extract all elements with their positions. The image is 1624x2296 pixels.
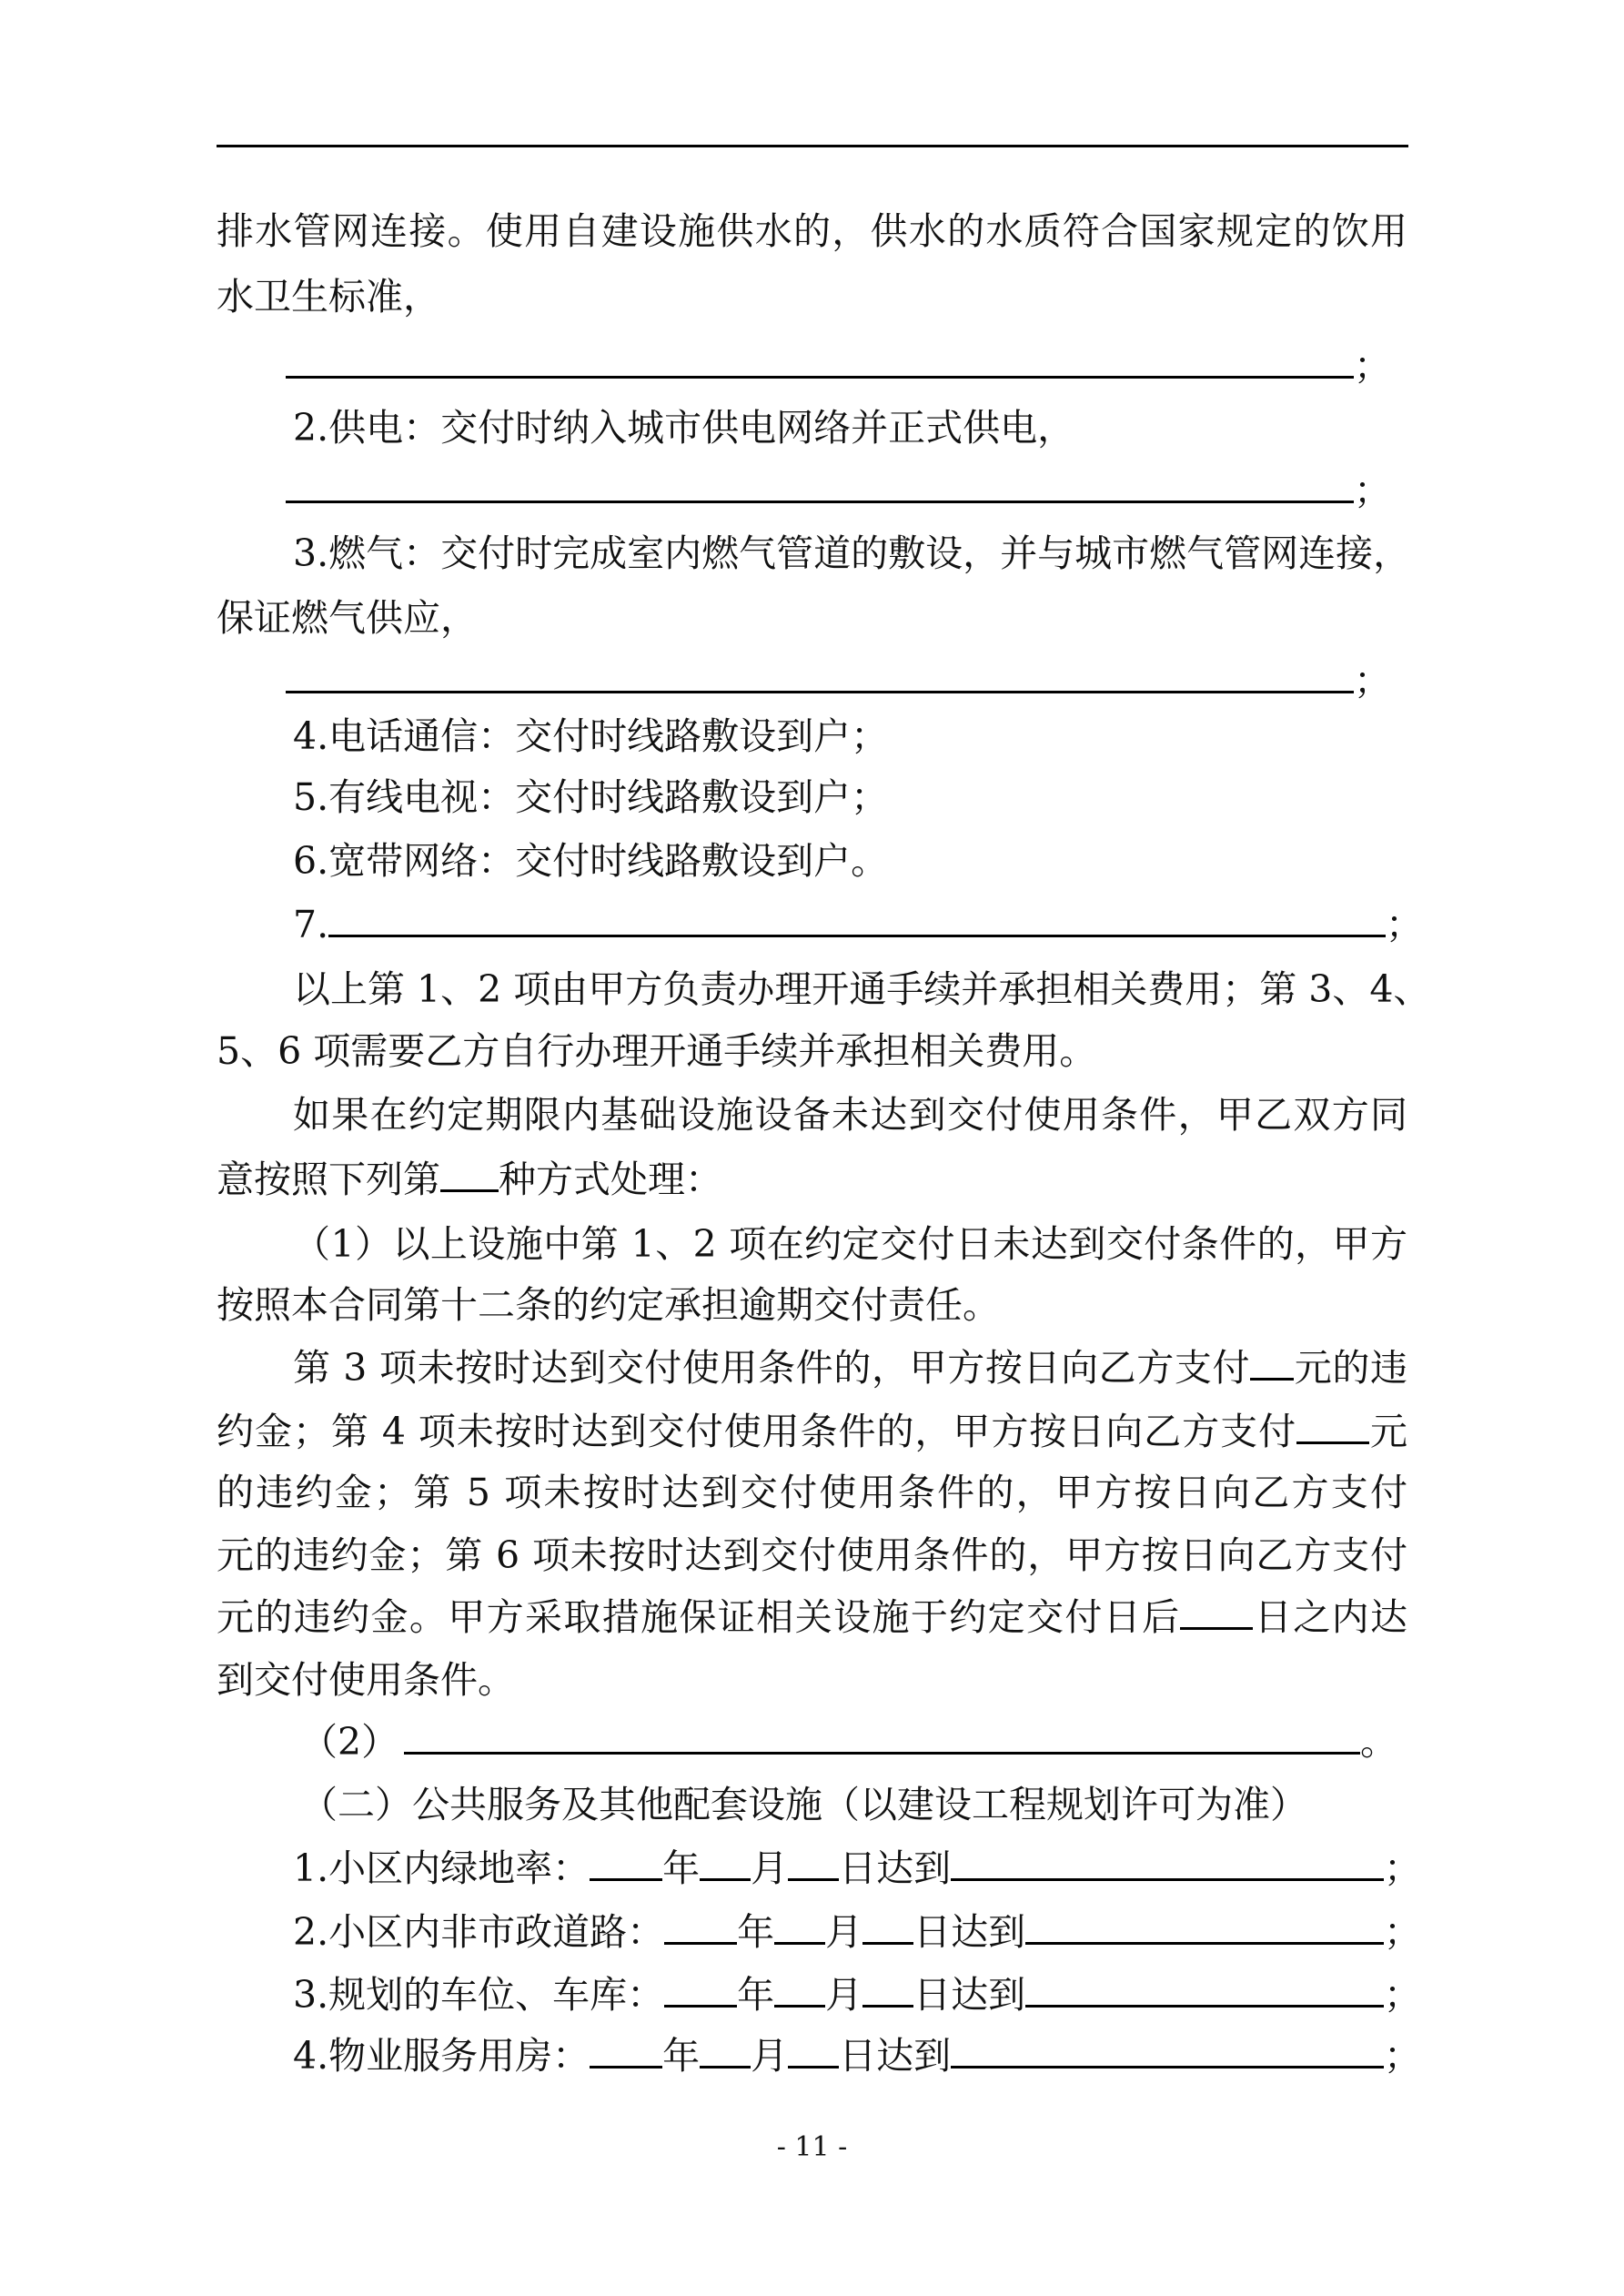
item-4: 4.电话通信：交付时线路敷设到户； [293, 714, 889, 758]
month-field[interactable] [774, 1907, 825, 1945]
semicolon: ； [1384, 1910, 1421, 1954]
paragraph-line: 以上第 1、2 项由甲方负责办理开通手续并承担相关费用；第 3、4、 [293, 967, 1431, 1011]
text: 年 [737, 1973, 775, 2017]
item-7 [293, 899, 1423, 950]
target-field[interactable] [1025, 1907, 1384, 1945]
facility-label: 3.规划的车位、车库： [293, 1973, 665, 2017]
option-2 [300, 1716, 1397, 1767]
facility-row [293, 1907, 1421, 1957]
text: 种方式处理： [499, 1158, 722, 1201]
header-rule [217, 145, 1408, 147]
year-field[interactable] [590, 2031, 662, 2068]
facility-label: 2.小区内非市政道路： [293, 1910, 665, 1954]
item-3-cont: 保证燃气供应， [217, 596, 478, 640]
year-field[interactable] [664, 1970, 737, 2008]
day-field[interactable] [788, 1844, 839, 1881]
paragraph-line: 排水管网连接。使用自建设施供水的，供水的水质符合国家规定的饮用 [217, 209, 1407, 253]
month-field[interactable] [700, 1844, 751, 1881]
day-field[interactable] [862, 1907, 913, 1945]
paragraph-line [217, 1592, 1407, 1643]
text: 月 [751, 2034, 789, 2078]
semicolon: ； [1384, 1846, 1421, 1890]
paragraph-line: 的违约金；第 5 项未按时达到交付使用条件的，甲方按日向乙方支付 [217, 1471, 1407, 1514]
paragraph-line: 如果在约定期限内基础设施设备未达到交付使用条件，甲乙双方同 [293, 1093, 1407, 1137]
text: 日之内达 [1253, 1595, 1408, 1639]
target-field[interactable] [1025, 1970, 1384, 2008]
paragraph-line [217, 1154, 722, 1205]
month-field[interactable] [774, 1970, 825, 2008]
text: 年 [662, 1846, 701, 1890]
blank-field[interactable] [1180, 1593, 1253, 1630]
item-6: 6.宽带网络：交付时线路敷设到户。 [293, 839, 889, 883]
text: 年 [737, 1910, 775, 1954]
month-field[interactable] [700, 2031, 751, 2068]
text: 日达到 [839, 1846, 952, 1890]
year-field[interactable] [590, 1844, 662, 1881]
text: 日达到 [839, 2034, 952, 2078]
paragraph-line: 元的违约金；第 6 项未按时达到交付使用条件的，甲方按日向乙方支付 [217, 1533, 1407, 1577]
semicolon: ； [1384, 1973, 1421, 2017]
day-field[interactable] [862, 1970, 913, 2008]
blank-field[interactable] [1296, 1407, 1369, 1444]
item-2: 2.供电：交付时纳入城市供电网络并正式供电， [293, 406, 1075, 450]
facility-label: 1.小区内绿地率： [293, 1846, 590, 1890]
facility-row [293, 2030, 1421, 2081]
fill-blank-row [286, 340, 1391, 391]
text: 元 [1369, 1410, 1407, 1453]
section-heading: （二）公共服务及其他配套设施（以建设工程规划许可为准） [300, 1783, 1307, 1826]
text: 日达到 [913, 1973, 1026, 2017]
option-2-label: （2） [300, 1720, 399, 1764]
blank-field[interactable] [328, 900, 1386, 937]
target-field[interactable] [951, 2031, 1384, 2068]
paragraph-line [293, 1342, 1407, 1393]
blank-field[interactable] [404, 1717, 1360, 1755]
page-number: - 11 - [776, 2131, 848, 2163]
blank-field[interactable] [286, 466, 1354, 503]
paragraph-line: 到交付使用条件。 [217, 1658, 515, 1702]
item-5: 5.有线电视：交付时线路敷设到户； [293, 775, 889, 819]
semicolon: ； [1384, 2034, 1421, 2078]
paragraph-line: 水卫生标准， [217, 275, 440, 319]
facility-row [293, 1843, 1421, 1894]
text: 第 3 项未按时达到交付使用条件的，甲方按日向乙方支付 [293, 1346, 1251, 1390]
blank-field[interactable] [1250, 1343, 1294, 1381]
period: 。 [1360, 1720, 1397, 1764]
text: 元的违约金。甲方采取措施保证相关设施于约定交付日后 [217, 1595, 1181, 1639]
item-7-label: 7. [293, 903, 329, 946]
fill-blank-row [286, 655, 1391, 706]
text: 年 [662, 2034, 701, 2078]
semicolon: ； [1354, 469, 1391, 512]
semicolon: ； [1354, 344, 1391, 388]
item-3: 3.燃气：交付时完成室内燃气管道的敷设，并与城市燃气管网连接， [293, 531, 1411, 575]
text: 月 [825, 1973, 863, 2017]
text: 意按照下列第 [217, 1158, 440, 1201]
text: 约金；第 4 项未按时达到交付使用条件的，甲方按日向乙方支付 [217, 1410, 1297, 1453]
day-field[interactable] [788, 2031, 839, 2068]
option-1-cont: 按照本合同第十二条的约定承担逾期交付责任。 [217, 1283, 1000, 1327]
paragraph-line: 5、6 项需要乙方自行办理开通手续并承担相关费用。 [217, 1029, 1097, 1073]
text: 月 [751, 1846, 789, 1890]
facility-label: 4.物业服务用房： [293, 2034, 590, 2078]
target-field[interactable] [951, 1844, 1384, 1881]
blank-field[interactable] [440, 1155, 499, 1192]
blank-field[interactable] [286, 656, 1354, 693]
year-field[interactable] [664, 1907, 737, 1945]
facility-row [293, 1969, 1421, 2020]
semicolon: ； [1386, 903, 1423, 946]
text: 月 [825, 1910, 863, 1954]
text: 日达到 [913, 1910, 1026, 1954]
text: 元的违 [1294, 1346, 1408, 1390]
fill-blank-row [286, 465, 1391, 516]
blank-field[interactable] [286, 341, 1354, 379]
paragraph-line [217, 1406, 1407, 1457]
option-1: （1）以上设施中第 1、2 项在约定交付日未达到交付条件的，甲方 [293, 1222, 1407, 1266]
semicolon: ； [1354, 659, 1391, 703]
